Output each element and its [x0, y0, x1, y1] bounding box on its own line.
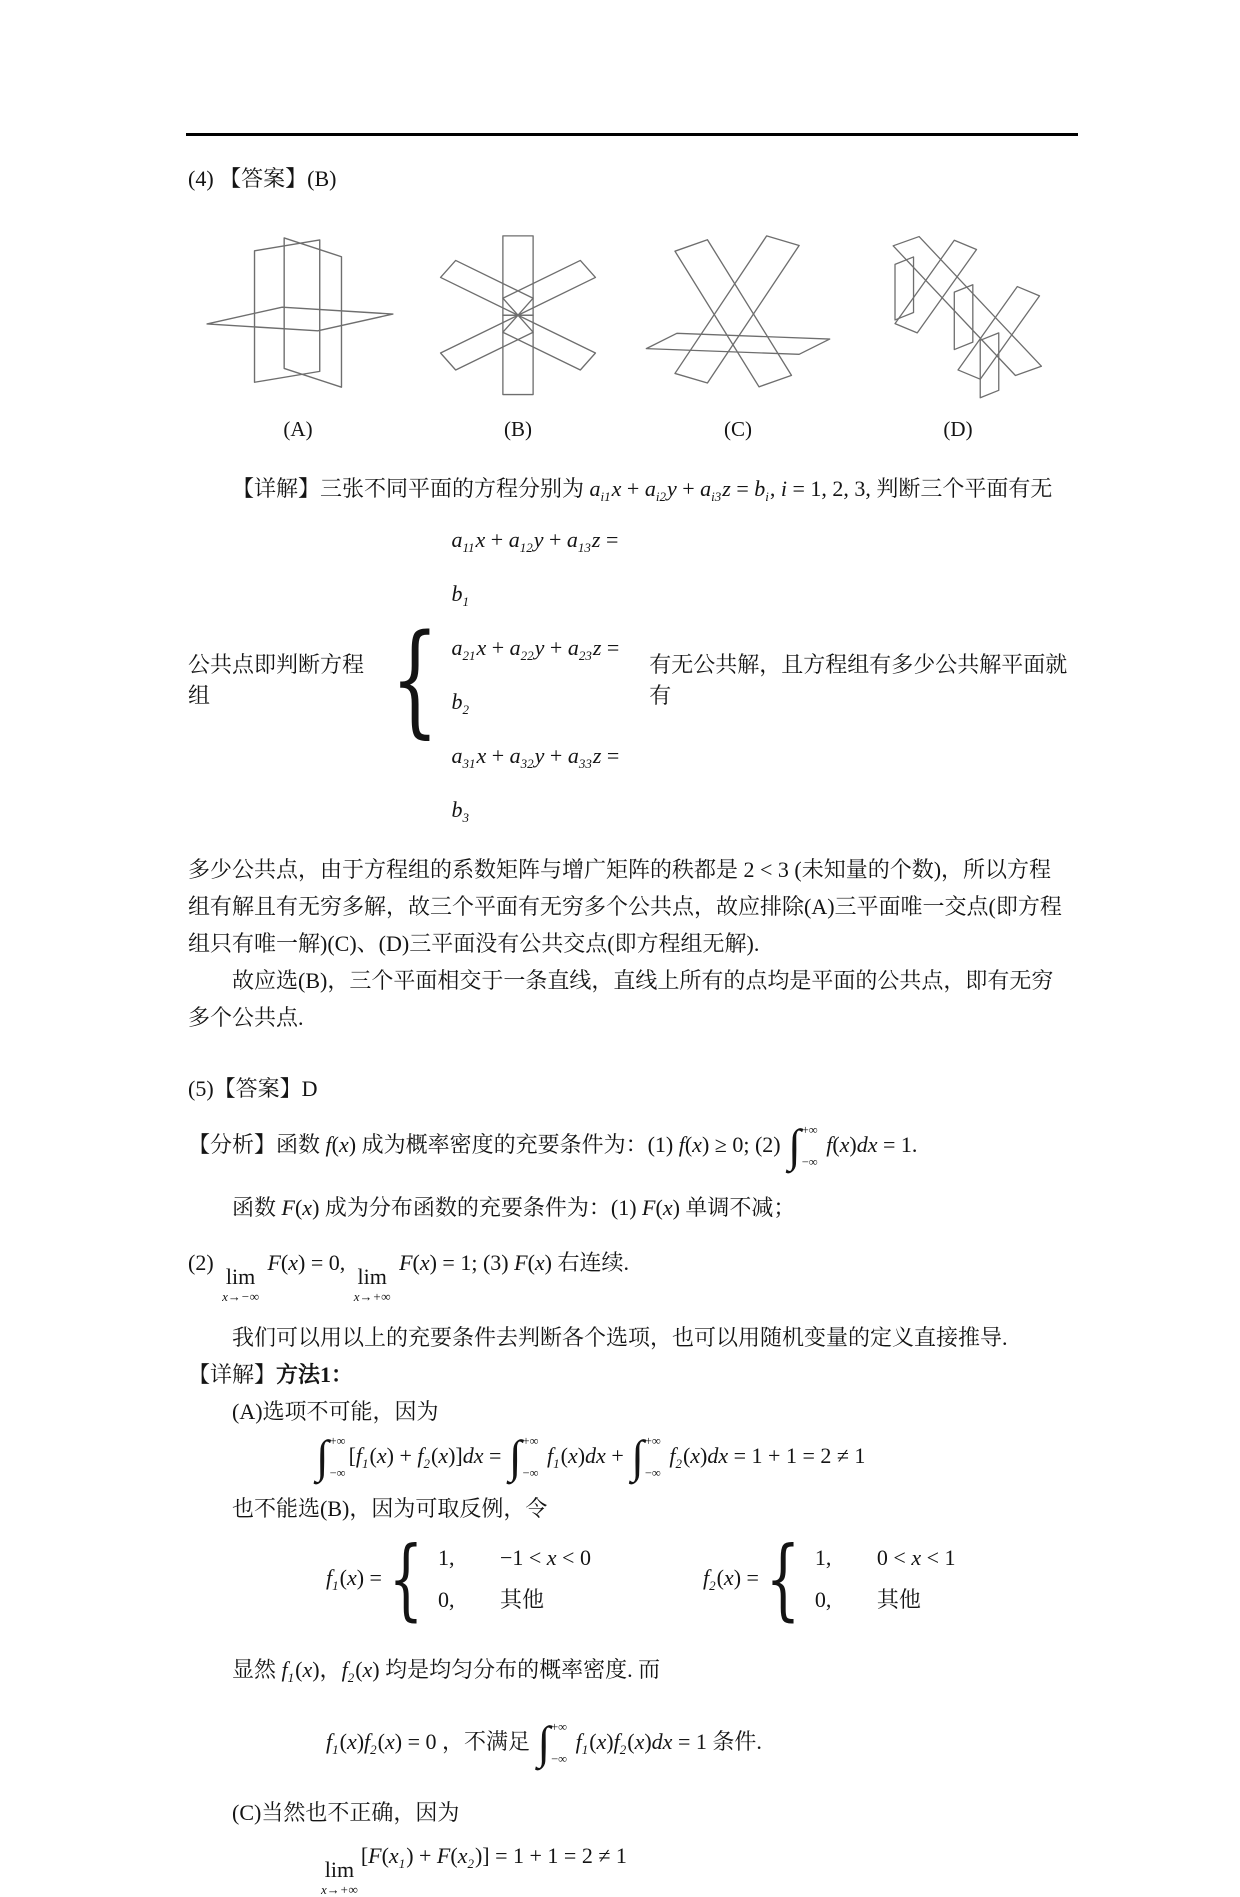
f1-case-2	[438, 1579, 591, 1621]
system-equation-1: $a_{11}x + a_{12}y + a_{13}z = b_1$	[451, 527, 619, 609]
figure-label-c: (C)	[724, 417, 752, 441]
f1-lhs: $f_1(x)$ =	[326, 1564, 382, 1593]
q4-paragraph-1-line-2: 组有解且有无穷多解，故三个平面有无穷多个公共点，故应排除(A)三平面唯一交点(即方程	[188, 894, 1062, 919]
figure-c-container	[628, 231, 848, 407]
figure-a-container	[188, 231, 408, 407]
system-equation-2: $a_{21}x + a_{22}y + a_{23}z = b_2$	[451, 635, 620, 717]
q4-paragraph-1-line-1: 多少公共点，由于方程组的系数矩阵与增广矩阵的秩都是 2 < 3 (未知量的个数)，所以方程	[188, 857, 1052, 882]
q5-equation-c: lim x→+∞ $[F(x_1) + F(x_2)] = 1 + 1 = 2 \ne 1$	[321, 1843, 627, 1897]
q5-method-line: 【详解】方法1：	[188, 1362, 354, 1387]
f2-case-2-value: 0,	[814, 1587, 832, 1612]
q4-paragraph-2	[188, 962, 1080, 1036]
f1-case-1	[438, 1537, 591, 1579]
q5-evident-line: 显然 $f_1(x)$，$f_2(x)$ 均是均匀分布的概率密度. 而	[232, 1657, 661, 1685]
q5-distribution-line: 函数 F(x) 成为分布函数的充要条件为：(1) F(x) 单调不减；	[232, 1195, 796, 1220]
q4-paragraph-2-line-1: 故应选(B)，三个平面相交于一条直线，直线上所有的点均是平面的公共点，即有无穷	[232, 968, 1054, 993]
figure-d-double-cross-planes-diagram	[862, 231, 1054, 407]
q5-option-b-line: 也不能选(B)，因为可取反例，令	[232, 1496, 548, 1521]
q5-counterexample-row	[326, 1527, 1080, 1630]
header-rule	[186, 133, 1078, 136]
f2-cases	[815, 1537, 956, 1621]
q5-equation-b: $f_1(x)f_2(x) = 0$ ，不满足 ∫ +∞ −∞ $f_1(x)f_2(x)dx = 1$ 条件.	[326, 1717, 762, 1768]
q5-piecewise-f2	[702, 1527, 956, 1630]
q5-analysis-line: 【分析】函数 f(x) 成为概率密度的充要条件为：(1) f(x) ≥ 0; (2) ∫ +∞ −∞ f(x)dx = 1.	[188, 1120, 918, 1171]
f2-case-2	[815, 1579, 956, 1621]
figure-label-a: (A)	[283, 417, 313, 441]
system-equations	[451, 517, 639, 841]
f2-lhs: $f_2(x)$ =	[702, 1564, 759, 1593]
q4-equation-system	[188, 517, 1080, 841]
f1-case-1-condition: −1 < x < 0	[499, 1545, 591, 1570]
q5-option-a-line: (A)选项不可能，因为	[232, 1399, 439, 1424]
f2-case-2-condition: 其他	[876, 1587, 921, 1612]
q4-paragraph-1-line-3: 组只有唯一解)(C)、(D)三平面没有公共交点(即方程组无解).	[188, 931, 760, 956]
q5-option-c-line: (C)当然也不正确，因为	[232, 1800, 460, 1825]
figure-b-container	[408, 231, 628, 407]
q5-limit-conditions-line: (2) lim x→−∞ F(x) = 0, lim x→+∞ F(x) = 1; (3) F(x) 右连续.	[188, 1250, 629, 1304]
f1-case-1-value: 1,	[437, 1545, 455, 1570]
f2-case-1-condition: 0 < x < 1	[876, 1545, 956, 1570]
figure-d-container	[848, 231, 1068, 407]
q5-equation-a: ∫ +∞ −∞ $[f_1(x) + f_2(x)]dx$ = ∫ +∞ −∞ $f_1(x)dx$ + ∫ +∞ −∞ $f_2(x)dx = 1 + 1 = 2 \ne 1$	[316, 1431, 866, 1482]
figure-label-b: (B)	[504, 417, 532, 441]
q5-answer-line: (5)【答案】D	[188, 1076, 318, 1101]
f1-case-2-condition: 其他	[499, 1587, 544, 1612]
f2-left-brace: {	[765, 1527, 801, 1630]
q4-figures-row	[188, 231, 1068, 407]
f1-left-brace: {	[388, 1527, 424, 1630]
q5-piecewise-f1	[326, 1527, 591, 1630]
system-suffix-text: 有无公共解，且方程组有多少公共解平面就有	[649, 652, 1068, 708]
f1-cases	[438, 1537, 591, 1621]
figure-label-d: (D)	[943, 417, 973, 441]
page-content	[188, 160, 1080, 1896]
q4-detail-line: 【详解】三张不同平面的方程分别为 $a_{i1}x + a_{i2}y + a_{i3}z = b_i$, i = 1, 2, 3, 判断三个平面有无	[232, 476, 1053, 504]
system-left-brace: {	[390, 608, 439, 750]
system-equation-3: $a_{31}x + a_{32}y + a_{33}z = b_3$	[451, 743, 620, 825]
figure-a-three-planes-diagram	[199, 235, 397, 403]
f2-case-1-value: 1,	[814, 1545, 832, 1570]
q5-note-line: 我们可以用以上的充要条件去判断各个选项，也可以用随机变量的定义直接推导.	[232, 1325, 1008, 1350]
figure-c-crossing-planes-diagram	[642, 234, 834, 404]
f1-case-2-value: 0,	[437, 1587, 455, 1612]
figure-b-pinwheel-planes-diagram	[423, 234, 613, 404]
system-prefix-text: 公共点即判断方程组	[188, 652, 365, 708]
q4-paragraph-1	[188, 851, 1080, 962]
q4-answer-line: (4) 【答案】(B)	[188, 166, 337, 191]
f2-case-1	[815, 1537, 956, 1579]
q4-paragraph-2-line-2: 多个公共点.	[188, 1005, 304, 1030]
q4-figure-labels	[188, 417, 1068, 442]
